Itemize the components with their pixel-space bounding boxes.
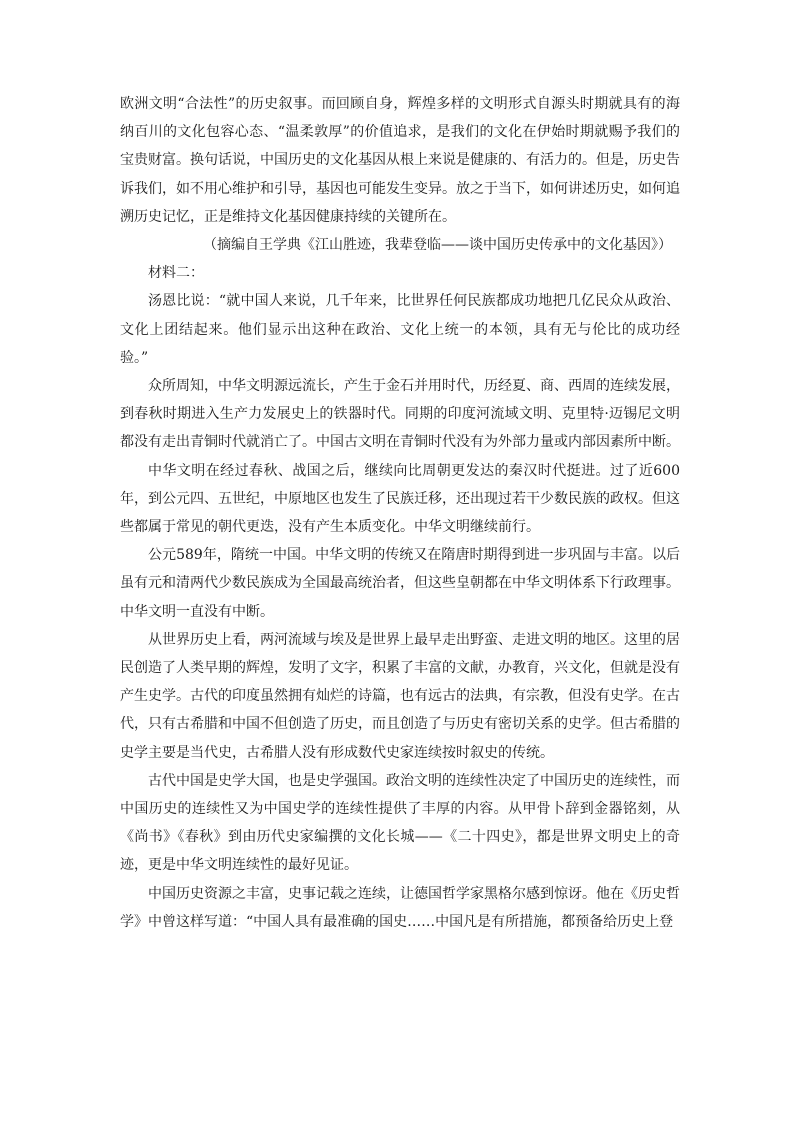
paragraph-8: 中国历史资源之丰富，史事记载之连续，让德国哲学家黑格尔感到惊讶。他在《历史哲学》中曾这样写道：“中国人具有最准确的国史……中国凡是有所措施，都预备给历史上登 bbox=[120, 885, 680, 930]
paragraph-2: 汤恩比说：“就中国人来说，几千年来，比世界任何民族都成功地把几亿民众从政治、文化上团结起来。他们显示出这种在政治、文化上统一的本领，具有无与伦比的成功经验。” bbox=[120, 293, 680, 366]
paragraph-5: 公元589年，隋统一中国。中华文明的传统又在隋唐时期得到进一步巩固与丰富。以后虽有元和清两代少数民族成为全国最高统治者，但这些皇朝都在中华文明体系下行政理事。中华文明一直没有中断。 bbox=[120, 547, 680, 620]
document-page bbox=[120, 90, 680, 936]
material-two-label: 材料二： bbox=[148, 265, 204, 282]
paragraph-1: 欧洲文明“合法性”的历史叙事。而回顾自身，辉煌多样的文明形式自源头时期就具有的海纳百川的文化包容心态、“温柔敦厚”的价值追求，是我们的文化在伊始时期就赐予我们的宝贵财富。换句话说，中国历史的文化基因从根上来说是健康的、有活力的。但是，历史告诉我们，如不用心维护和引导，基因也可能发生变异。放之于当下，如何讲述历史，如何追溯历史记忆，正是维持文化基因健康持续的关键所在。 bbox=[120, 96, 680, 225]
paragraph-4: 中华文明在经过春秋、战国之后，继续向比周朝更发达的秦汉时代挺进。过了近600年，到公元四、五世纪，中原地区也发生了民族迁移，还出现过若干少数民族的政权。但这些都属于常见的朝代更迭，没有产生本质变化。中华文明继续前行。 bbox=[120, 462, 680, 536]
paragraph-7: 古代中国是史学大国，也是史学强国。政治文明的连续性决定了中国历史的连续性，而中国历史的连续性又为中国史学的连续性提供了丰厚的内容。从甲骨卜辞到金器铭刻，从《尚书》《春秋》到由历代史家编撰的文化长城——《二十四史》，都是世界文明史上的奇迹，更是中华文明连续性的最好见证。 bbox=[120, 772, 680, 874]
source-citation: （摘编自王学典《江山胜迹，我辈登临——谈中国历史传承中的文化基因》） bbox=[203, 237, 672, 254]
paragraph-3: 众所周知，中华文明源远流长，产生于金石并用时代，历经夏、商、西周的连续发展，到春秋时期进入生产力发展史上的铁器时代。同期的印度河流域文明、克里特·迈锡尼文明都没有走出青铜时代就消亡了。中国古文明在青铜时代没有为外部力量或内部因素所中断。 bbox=[120, 378, 680, 451]
paragraph-6: 从世界历史上看，两河流域与埃及是世界上最早走出野蛮、走进文明的地区。这里的居民创造了人类早期的辉煌，发明了文字，积累了丰富的文献，办教育，兴文化，但就是没有产生史学。古代的印度虽然拥有灿烂的诗篇，也有远古的法典，有宗教，但没有史学。在古代，只有古希腊和中国不但创造了历史，而且创造了与历史有密切关系的史学。但古希腊的史学主要是当代史，古希腊人没有形成数代史家连续按时叙史的传统。 bbox=[120, 631, 680, 761]
